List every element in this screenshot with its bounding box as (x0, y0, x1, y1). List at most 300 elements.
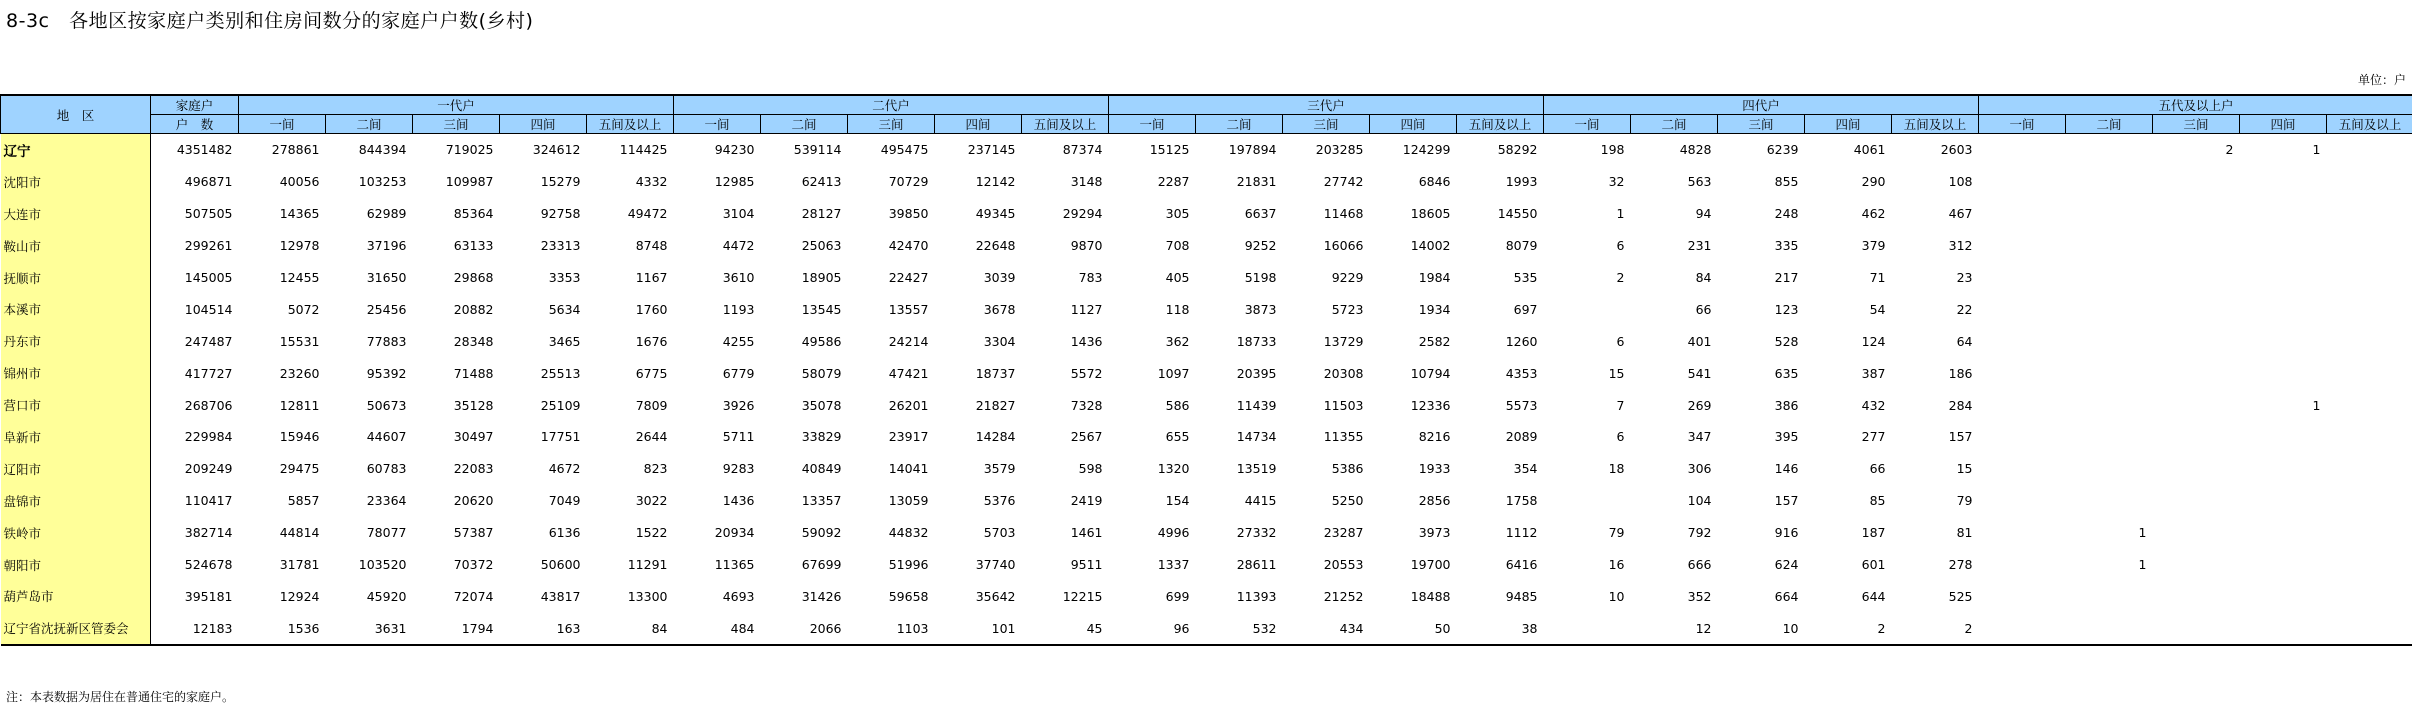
household-count-cell (2066, 262, 2153, 294)
total-households-cell: 496871 (184, 174, 233, 190)
household-count-cell: 312 (1948, 238, 1973, 254)
household-count-cell (2153, 357, 2240, 389)
household-count-cell: 38 (1457, 612, 1544, 645)
table-row (1, 421, 2412, 453)
total-households-cell: 247487 (184, 333, 233, 349)
household-count-cell: 699 (1165, 588, 1190, 604)
household-count-cell (2240, 453, 2327, 485)
household-count-cell: 14550 (1497, 206, 1538, 222)
household-count-cell: 14041 (888, 461, 929, 477)
household-count-cell: 49586 (801, 333, 842, 349)
total-households-cell: 507505 (184, 206, 233, 222)
household-count-cell: 94 (1695, 206, 1712, 222)
household-count-cell: 84 (587, 612, 674, 645)
household-count-cell: 50673 (366, 397, 407, 413)
household-count-cell (2327, 134, 2412, 166)
household-count-cell: 35078 (801, 397, 842, 413)
household-count-cell: 13557 (888, 301, 929, 317)
household-count-cell: 3465 (548, 333, 581, 349)
household-count-cell: 23364 (366, 493, 407, 509)
household-count-cell: 1260 (1505, 333, 1538, 349)
household-count-cell: 2287 (1157, 174, 1190, 190)
household-count-cell: 525 (1948, 588, 1973, 604)
household-count-cell: 198 (1600, 142, 1625, 158)
region-name: 锦州市 (1, 357, 151, 389)
household-count-cell: 14734 (1236, 429, 1277, 445)
household-count-cell (2240, 549, 2327, 581)
household-count-cell: 8079 (1505, 238, 1538, 254)
household-count-cell: 5572 (1070, 365, 1103, 381)
household-count-cell: 49472 (627, 206, 668, 222)
header-region: 地 区 (1, 95, 151, 134)
household-count-cell: 4472 (722, 238, 755, 254)
household-count-cell: 3873 (1244, 301, 1277, 317)
household-count-cell (2240, 198, 2327, 230)
household-count-cell: 467 (1948, 206, 1973, 222)
total-households-cell: 12183 (151, 612, 239, 645)
table-row (1, 293, 2412, 325)
household-count-cell: 1 (2138, 525, 2147, 541)
household-count-cell (2327, 517, 2412, 549)
household-count-cell: 29294 (1062, 206, 1103, 222)
household-count-cell: 30497 (453, 429, 494, 445)
footnote: 注：本表数据为居住在普通住宅的家庭户。 (6, 690, 235, 704)
household-count-cell: 405 (1165, 270, 1190, 285)
household-count-cell: 67699 (801, 557, 842, 573)
household-count-cell: 58292 (1497, 142, 1538, 158)
household-count-cell: 6637 (1244, 206, 1277, 222)
household-count-cell: 248 (1774, 206, 1799, 222)
household-count-cell (2240, 580, 2327, 612)
household-count-cell: 50600 (540, 557, 581, 573)
household-count-cell: 1 (1616, 206, 1625, 222)
household-count-cell: 6846 (1418, 174, 1451, 190)
household-count-cell (2066, 580, 2153, 612)
unit-label: 单位：户 (2357, 73, 2406, 87)
household-count-cell: 916 (1774, 525, 1799, 541)
header-rooms-cell: 五间及以上 (1022, 115, 1109, 134)
household-count-cell: 13729 (1323, 333, 1364, 349)
household-count-cell: 54 (1869, 301, 1886, 317)
header-group-4: 四代户 (1544, 95, 1979, 115)
household-count-cell: 27332 (1236, 525, 1277, 541)
household-count-cell (1979, 389, 2066, 421)
household-count-cell: 23313 (540, 238, 581, 254)
household-count-cell: 1536 (239, 612, 326, 645)
household-count-cell (2240, 421, 2327, 453)
household-count-cell (1979, 517, 2066, 549)
household-count-cell (2327, 325, 2412, 357)
household-count-cell: 462 (1861, 206, 1886, 222)
household-count-cell: 40849 (801, 461, 842, 477)
household-count-cell: 70372 (453, 557, 494, 573)
household-count-cell: 96 (1109, 612, 1196, 645)
household-count-cell: 19700 (1410, 557, 1451, 573)
household-count-cell: 9252 (1244, 238, 1277, 254)
household-count-cell: 20620 (453, 493, 494, 509)
household-count-cell (1979, 325, 2066, 357)
household-count-cell: 5198 (1244, 270, 1277, 285)
household-count-cell: 284 (1948, 397, 1973, 413)
header-rooms-cell: 四间 (1805, 115, 1892, 134)
household-count-cell: 16066 (1323, 238, 1364, 254)
household-count-cell: 6 (1616, 238, 1625, 254)
household-count-cell: 1760 (635, 301, 668, 317)
region-name: 葫芦岛市 (1, 580, 151, 612)
household-count-cell: 3022 (635, 493, 668, 509)
household-count-cell (2327, 198, 2412, 230)
household-count-cell: 290 (1861, 174, 1886, 190)
household-count-cell (2153, 325, 2240, 357)
household-count-cell (2066, 453, 2153, 485)
total-households-cell: 110417 (184, 493, 233, 509)
household-count-cell: 783 (1078, 270, 1103, 285)
household-count-cell (1979, 453, 2066, 485)
household-count-cell: 3148 (1070, 174, 1103, 190)
household-count-cell: 57387 (453, 525, 494, 541)
household-count-cell: 62989 (366, 206, 407, 222)
household-count-cell: 21827 (975, 397, 1016, 413)
household-count-cell: 666 (1687, 557, 1712, 573)
household-count-cell: 37740 (975, 557, 1016, 573)
household-count-cell: 15531 (279, 333, 320, 349)
household-count-cell (2327, 293, 2412, 325)
table-row (1, 166, 2412, 198)
household-count-cell (2066, 230, 2153, 262)
household-count-cell (1979, 293, 2066, 325)
household-count-cell: 2582 (1418, 333, 1451, 349)
household-count-cell: 78077 (366, 525, 407, 541)
household-count-cell: 1436 (1070, 333, 1103, 349)
household-count-cell: 103253 (358, 174, 407, 190)
household-count-cell (2153, 517, 2240, 549)
household-count-cell (2240, 612, 2327, 645)
household-count-cell: 1112 (1505, 525, 1538, 541)
household-count-cell: 62413 (801, 174, 842, 190)
household-count-cell: 8748 (635, 238, 668, 254)
header-rooms-cell: 一间 (674, 115, 761, 134)
household-count-cell: 45 (1022, 612, 1109, 645)
household-count-cell (2153, 198, 2240, 230)
household-count-cell: 2 (1805, 612, 1892, 645)
household-count-cell: 635 (1774, 365, 1799, 381)
household-count-cell: 395 (1774, 429, 1799, 445)
household-count-cell (2066, 612, 2153, 645)
household-count-cell: 1 (2312, 397, 2321, 413)
header-rooms-cell: 二间 (2066, 115, 2153, 134)
household-count-cell: 51996 (888, 557, 929, 573)
household-count-cell: 11503 (1323, 397, 1364, 413)
household-count-cell: 84 (1695, 270, 1712, 285)
header-rooms-cell: 四间 (500, 115, 587, 134)
household-count-cell: 278 (1948, 557, 1973, 573)
household-count-cell (2066, 485, 2153, 517)
household-count-cell: 92758 (540, 206, 581, 222)
household-count-cell (1979, 357, 2066, 389)
household-count-cell (1979, 230, 2066, 262)
household-count-cell: 44607 (366, 429, 407, 445)
household-count-cell: 197894 (1228, 142, 1277, 158)
total-households-cell: 145005 (184, 270, 233, 285)
household-count-cell (1979, 262, 2066, 294)
household-count-cell: 379 (1861, 238, 1886, 254)
household-count-cell: 306 (1687, 461, 1712, 477)
household-count-cell: 32 (1608, 174, 1625, 190)
total-households-cell: 299261 (184, 238, 233, 254)
household-count-cell: 3926 (722, 397, 755, 413)
household-count-cell: 70729 (888, 174, 929, 190)
household-count-cell (2240, 517, 2327, 549)
household-count-cell (2240, 230, 2327, 262)
household-count-cell: 269 (1687, 397, 1712, 413)
household-count-cell: 278861 (271, 142, 320, 158)
header-rooms-cell: 一间 (239, 115, 326, 134)
household-count-cell: 12924 (279, 588, 320, 604)
total-households-cell: 524678 (184, 557, 233, 573)
household-count-cell: 708 (1165, 238, 1190, 254)
header-rooms-cell: 二间 (326, 115, 413, 134)
household-count-cell (2327, 421, 2412, 453)
table-row (1, 389, 2412, 421)
table-row (1, 230, 2412, 262)
household-count-cell: 63133 (453, 238, 494, 254)
household-count-cell (2153, 230, 2240, 262)
household-count-cell: 87374 (1062, 142, 1103, 158)
household-count-cell (2066, 357, 2153, 389)
header-rooms-cell: 三间 (848, 115, 935, 134)
household-count-cell: 4996 (1157, 525, 1190, 541)
household-count-cell: 1103 (848, 612, 935, 645)
household-count-cell (2327, 262, 2412, 294)
household-count-cell: 10 (1608, 588, 1625, 604)
household-count-cell: 23917 (888, 429, 929, 445)
household-count-cell (2066, 166, 2153, 198)
household-count-cell: 434 (1283, 612, 1370, 645)
household-count-cell: 2419 (1070, 493, 1103, 509)
household-count-cell: 28348 (453, 333, 494, 349)
household-count-cell: 11439 (1236, 397, 1277, 413)
household-count-cell (2153, 421, 2240, 453)
household-count-cell: 495475 (880, 142, 929, 158)
household-count-cell: 20882 (453, 301, 494, 317)
household-count-cell: 18488 (1410, 588, 1451, 604)
region-name: 鞍山市 (1, 230, 151, 262)
header-rooms-cell: 二间 (1196, 115, 1283, 134)
household-count-cell: 12811 (279, 397, 320, 413)
household-count-cell (2240, 166, 2327, 198)
household-count-cell: 13300 (627, 588, 668, 604)
household-count-cell: 4672 (548, 461, 581, 477)
household-count-cell: 58079 (801, 365, 842, 381)
household-count-cell: 1758 (1505, 493, 1538, 509)
total-households-cell: 229984 (184, 429, 233, 445)
household-count-cell: 118 (1165, 301, 1190, 317)
header-rooms-cell: 一间 (1979, 115, 2066, 134)
household-count-cell (2153, 166, 2240, 198)
household-count-cell: 401 (1687, 333, 1712, 349)
household-count-cell: 24214 (888, 333, 929, 349)
household-count-cell (2153, 580, 2240, 612)
household-count-cell: 124299 (1402, 142, 1451, 158)
household-count-cell: 71 (1869, 270, 1886, 285)
header-rooms-cell: 三间 (1718, 115, 1805, 134)
household-count-cell: 5634 (548, 301, 581, 317)
household-count-cell: 1794 (413, 612, 500, 645)
header-total-line1: 家庭户 (151, 95, 239, 115)
household-count-cell: 5711 (722, 429, 755, 445)
household-count-cell: 43817 (540, 588, 581, 604)
household-count-cell: 5072 (287, 301, 320, 317)
household-count-cell: 6136 (548, 525, 581, 541)
household-count-cell: 123 (1774, 301, 1799, 317)
household-count-cell: 719025 (445, 142, 494, 158)
household-count-cell (2153, 549, 2240, 581)
household-count-cell (2066, 421, 2153, 453)
household-count-cell: 5573 (1505, 397, 1538, 413)
region-name: 丹东市 (1, 325, 151, 357)
household-count-cell: 85364 (453, 206, 494, 222)
household-count-cell: 15946 (279, 429, 320, 445)
household-count-cell: 11355 (1323, 429, 1364, 445)
household-count-cell (2153, 262, 2240, 294)
household-count-cell (2066, 293, 2153, 325)
household-count-cell: 539114 (793, 142, 842, 158)
household-count-cell: 3579 (983, 461, 1016, 477)
household-count-cell (1979, 580, 2066, 612)
household-count-cell (2153, 293, 2240, 325)
household-count-cell: 1676 (635, 333, 668, 349)
household-count-cell: 1984 (1418, 270, 1451, 285)
household-count-cell: 1933 (1418, 461, 1451, 477)
header-rooms-cell: 一间 (1544, 115, 1631, 134)
household-count-cell: 1127 (1070, 301, 1103, 317)
header-rooms-cell: 三间 (1283, 115, 1370, 134)
header-total-line2: 户 数 (151, 115, 239, 134)
household-count-cell: 6416 (1505, 557, 1538, 573)
total-households-cell: 417727 (184, 365, 233, 381)
header-row-groups (1, 95, 2412, 115)
household-count-cell: 1193 (722, 301, 755, 317)
table-row (1, 198, 2412, 230)
household-count-cell: 45920 (366, 588, 407, 604)
household-count-cell: 5386 (1331, 461, 1364, 477)
header-rooms-cell: 一间 (1109, 115, 1196, 134)
household-count-cell: 71488 (453, 365, 494, 381)
household-count-cell: 2644 (635, 429, 668, 445)
household-count-cell: 9229 (1331, 270, 1364, 285)
household-count-cell (1544, 485, 1631, 517)
household-count-cell: 31426 (801, 588, 842, 604)
household-count-cell: 108 (1948, 174, 1973, 190)
household-count-cell: 3678 (983, 301, 1016, 317)
household-count-cell: 7809 (635, 397, 668, 413)
header-rooms-cell: 五间及以上 (587, 115, 674, 134)
household-count-cell: 18733 (1236, 333, 1277, 349)
household-count-cell: 13545 (801, 301, 842, 317)
table-row (1, 612, 2412, 645)
household-count-cell: 44832 (888, 525, 929, 541)
household-count-cell: 29868 (453, 270, 494, 285)
region-name: 朝阳市 (1, 549, 151, 581)
header-group-5: 五代及以上户 (1979, 95, 2412, 115)
household-count-cell: 9283 (722, 461, 755, 477)
household-count-cell: 25456 (366, 301, 407, 317)
household-count-cell: 81 (1956, 525, 1973, 541)
household-count-cell (1544, 612, 1631, 645)
household-count-cell: 15 (1608, 365, 1625, 381)
household-count-cell: 59658 (888, 588, 929, 604)
household-count-cell: 386 (1774, 397, 1799, 413)
household-count-cell (2327, 453, 2412, 485)
header-rooms-cell: 二间 (761, 115, 848, 134)
region-name: 阜新市 (1, 421, 151, 453)
household-count-cell: 187 (1861, 525, 1886, 541)
household-count-cell: 664 (1774, 588, 1799, 604)
household-count-cell: 855 (1774, 174, 1799, 190)
header-group-1: 一代户 (239, 95, 674, 115)
household-count-cell: 37196 (366, 238, 407, 254)
household-count-cell: 23260 (279, 365, 320, 381)
table-row (1, 134, 2412, 166)
household-count-cell: 12985 (714, 174, 755, 190)
household-count-cell (2066, 389, 2153, 421)
household-count-cell: 624 (1774, 557, 1799, 573)
household-count-cell: 22648 (975, 238, 1016, 254)
table-row (1, 262, 2412, 294)
household-count-cell: 8216 (1418, 429, 1451, 445)
household-count-cell: 844394 (358, 142, 407, 158)
household-count-cell: 28611 (1236, 557, 1277, 573)
household-count-cell (2240, 293, 2327, 325)
household-count-cell: 3304 (983, 333, 1016, 349)
header-rooms-cell: 五间及以上 (2327, 115, 2412, 134)
household-count-cell: 17751 (540, 429, 581, 445)
household-count-cell: 35128 (453, 397, 494, 413)
table-row (1, 453, 2412, 485)
household-count-cell: 2603 (1940, 142, 1973, 158)
household-count-cell (2327, 612, 2412, 645)
household-count-cell (2240, 357, 2327, 389)
household-count-cell: 15279 (540, 174, 581, 190)
table-row (1, 517, 2412, 549)
household-count-cell: 362 (1165, 333, 1190, 349)
table-row (1, 549, 2412, 581)
household-count-cell: 154 (1165, 493, 1190, 509)
household-count-cell: 79 (1956, 493, 1973, 509)
table-row (1, 325, 2412, 357)
household-count-cell: 50 (1370, 612, 1457, 645)
household-count-cell: 11468 (1323, 206, 1364, 222)
household-count-cell (1979, 549, 2066, 581)
household-count-cell: 644 (1861, 588, 1886, 604)
household-count-cell: 25513 (540, 365, 581, 381)
household-count-cell: 387 (1861, 365, 1886, 381)
household-count-cell: 95392 (366, 365, 407, 381)
household-count-cell: 1436 (722, 493, 755, 509)
household-count-cell: 532 (1196, 612, 1283, 645)
household-count-cell: 186 (1948, 365, 1973, 381)
household-count-cell: 101 (935, 612, 1022, 645)
household-count-cell: 21831 (1236, 174, 1277, 190)
household-count-cell: 124 (1861, 333, 1886, 349)
household-count-cell: 4693 (722, 588, 755, 604)
household-count-cell: 22 (1956, 301, 1973, 317)
household-count-cell: 11365 (714, 557, 755, 573)
household-count-cell: 6 (1616, 429, 1625, 445)
household-count-cell: 203285 (1315, 142, 1364, 158)
household-count-cell: 4061 (1853, 142, 1886, 158)
household-count-cell (2327, 580, 2412, 612)
